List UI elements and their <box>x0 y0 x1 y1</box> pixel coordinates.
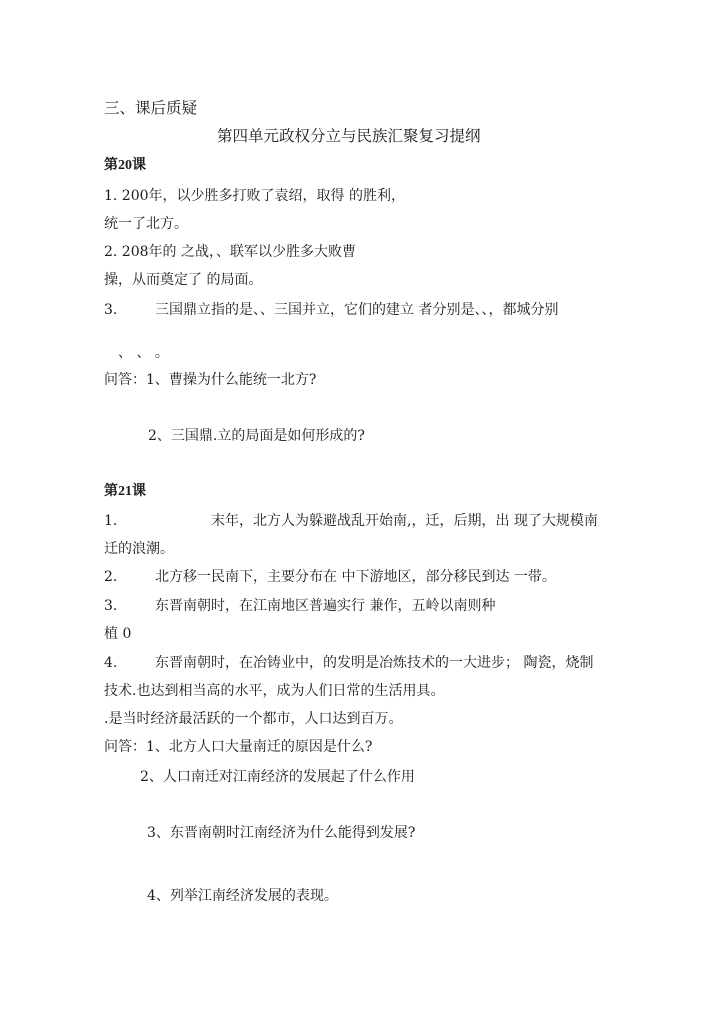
lesson-21-item-3: 东晋南朝时，在江南地区普遍实行 兼作，五岭以南则种 <box>155 598 496 614</box>
lesson-21-item-3-cont: 植 0 <box>104 626 132 642</box>
lesson-21-item-2: 北方移一民南下，主要分布在 中下游地区，部分移民到达 一带。 <box>155 569 556 585</box>
page-title: 第四单元政权分立与民族汇聚复习提纲 <box>217 127 481 145</box>
lesson-20-heading: 第20课 <box>104 158 146 173</box>
lesson-20-item-2-cont: 操，从而奠定了 的局面。 <box>104 272 263 288</box>
lesson-21-item-1-cont: 迁的浪潮。 <box>104 541 174 557</box>
lesson-21-item-4-number: 4. <box>104 655 118 671</box>
lesson-21-item-1-number: 1. <box>104 513 118 529</box>
lesson-20-item-2: 2. 208年的 之战，、联军以少胜多大败曹 <box>104 244 356 260</box>
lesson-21-question-3: 3、东晋南朝时江南经济为什么能得到发展? <box>147 825 416 841</box>
lesson-21-item-4: 东晋南朝时，在冶铸业中，的发明是冶炼技术的一大进步； 陶瓷，烧制 <box>155 655 594 671</box>
section-heading: 三、课后质疑 <box>104 99 198 117</box>
lesson-21-heading: 第21课 <box>104 484 146 499</box>
lesson-20-question-2: 2、三国鼎.立的局面是如何形成的? <box>148 428 365 444</box>
lesson-20-item-1: 1. 200年，以少胜多打败了袁绍，取得 的胜利， <box>104 188 405 204</box>
lesson-21-item-1: 末年，北方人为躲避战乱开始南,，迁，后期，出 现了大规模南 <box>211 513 598 529</box>
lesson-20-item-3-number: 3. <box>104 302 118 318</box>
lesson-20-item-3-cont: 、 、 。 <box>118 345 169 361</box>
lesson-21-question-4: 4、列举江南经济发展的表现。 <box>147 888 338 904</box>
lesson-21-question-1: 问答：1、北方人口大量南迁的原因是什么? <box>104 739 373 755</box>
lesson-21-question-2: 2、人口南迁对江南经济的发展起了什么作用 <box>140 769 415 785</box>
lesson-20-question-1: 问答：1、曹操为什么能统一北方? <box>104 372 317 388</box>
lesson-21-item-4-cont: 技术.也达到相当高的水平，成为人们日常的生活用具。 <box>104 683 445 699</box>
lesson-21-item-5: .是当时经济最活跃的一个都市，人口达到百万。 <box>104 711 403 727</box>
lesson-20-item-1-cont: 统一了北方。 <box>104 216 188 232</box>
lesson-21-item-2-number: 2. <box>104 569 118 585</box>
lesson-21-item-3-number: 3. <box>104 598 118 614</box>
lesson-20-item-3: 三国鼎立指的是、、三国并立，它们的建立 者分别是、、，都城分别 <box>155 302 559 318</box>
